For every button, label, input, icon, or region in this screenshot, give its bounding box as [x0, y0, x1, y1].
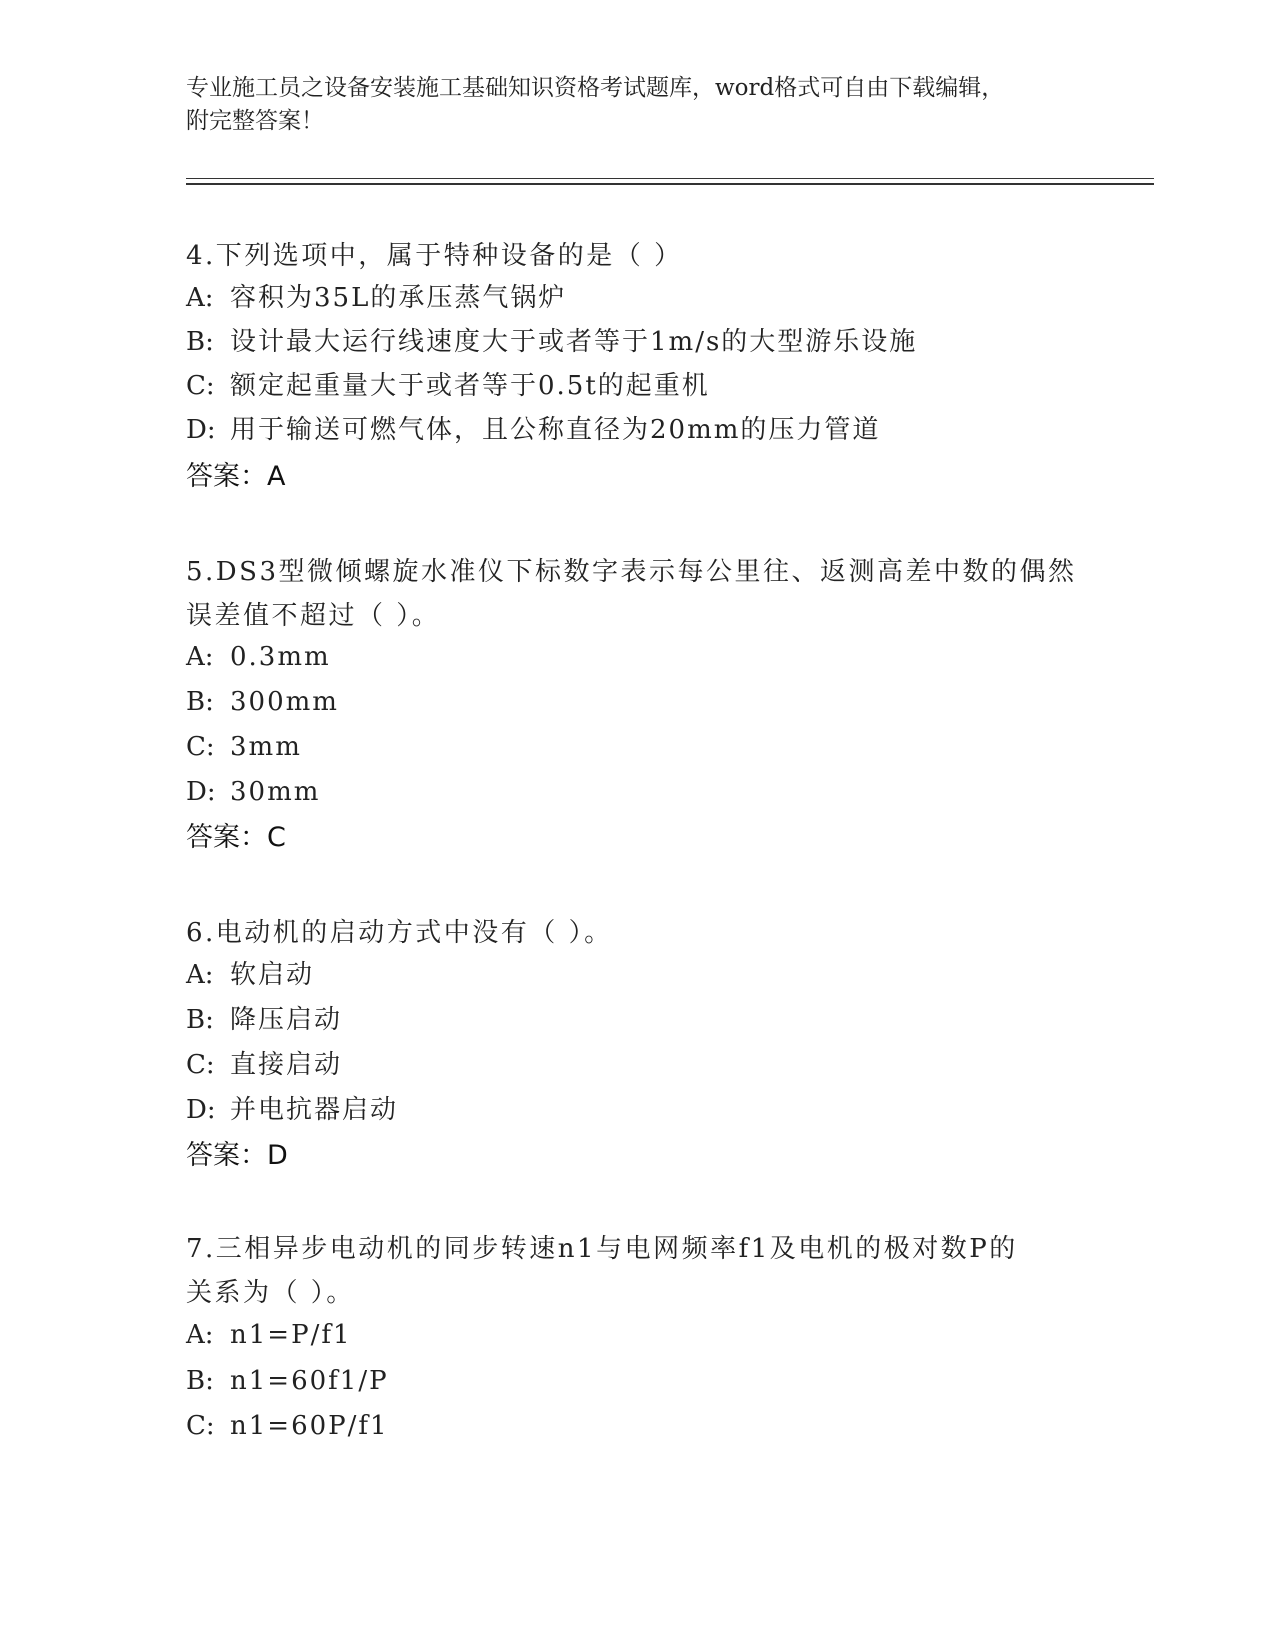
option-label: B: [186, 327, 214, 357]
question-4-option-b [186, 325, 917, 359]
question-6-answer: 答案：D [186, 1140, 288, 1171]
question-5-stem-line-2: 误差值不超过（ ）。 [186, 601, 441, 631]
question-7-option-c [186, 1409, 389, 1443]
header-line-1: 专业施工员之设备安装施工基础知识资格考试题库，word格式可自由下载编辑， [186, 75, 1005, 101]
option-text: 直接启动 [230, 1050, 343, 1080]
question-6-option-c [186, 1048, 342, 1082]
question-4-option-d [186, 413, 880, 447]
option-label: A: [186, 642, 214, 672]
option-text: 300mm [230, 687, 339, 717]
option-text: 3mm [230, 732, 302, 762]
option-text: 并电抗器启动 [230, 1095, 399, 1125]
option-label: A: [186, 283, 214, 313]
question-6-option-a [186, 958, 314, 992]
option-label: A: [186, 960, 214, 990]
question-4-option-c [186, 369, 710, 403]
option-label: C: [186, 732, 215, 762]
question-6-stem: 6.电动机的启动方式中没有（ ）。 [186, 918, 613, 948]
option-label: D: [186, 1095, 216, 1125]
option-text: 降压启动 [230, 1005, 343, 1035]
question-6-option-b [186, 1003, 342, 1037]
question-4-option-a [186, 281, 566, 315]
question-7-stem-line-2: 关系为（ ）。 [186, 1278, 355, 1308]
question-7-option-b [186, 1364, 389, 1398]
question-5-stem-line-1: 5.DS3型微倾螺旋水准仪下标数字表示每公里往、返测高差中数的偶然 [186, 557, 1077, 587]
question-5-option-b [186, 685, 339, 719]
question-5-option-a [186, 640, 331, 674]
option-label: C: [186, 1050, 215, 1080]
option-text: n1=60P/f1 [230, 1411, 389, 1441]
option-text: 用于输送可燃气体，且公称直径为20mm的压力管道 [230, 415, 881, 445]
question-7-stem-line-1: 7.三相异步电动机的同步转速n1与电网频率f1及电机的极对数P的 [186, 1234, 1018, 1264]
option-text: n1=P/f1 [230, 1320, 352, 1350]
option-text: 0.3mm [230, 642, 331, 672]
option-text: 容积为35L的承压蒸气锅炉 [230, 283, 567, 313]
option-label: A: [186, 1320, 214, 1350]
question-4-answer: 答案：A [186, 461, 286, 492]
option-text: 额定起重量大于或者等于0.5t的起重机 [230, 371, 710, 401]
question-5-option-c [186, 730, 302, 764]
document-header [186, 72, 1086, 138]
option-label: C: [186, 371, 215, 401]
option-label: D: [186, 777, 216, 807]
option-label: B: [186, 687, 214, 717]
question-7-option-a [186, 1318, 352, 1352]
option-label: B: [186, 1366, 214, 1396]
option-text: 软启动 [230, 960, 315, 990]
option-text: 设计最大运行线速度大于或者等于1m/s的大型游乐设施 [230, 327, 918, 357]
option-label: D: [186, 415, 216, 445]
header-divider-thick [186, 183, 1154, 185]
question-4-stem: 4.下列选项中，属于特种设备的是（ ） [186, 241, 683, 271]
option-text: n1=60f1/P [230, 1366, 389, 1396]
question-5-answer: 答案：C [186, 822, 286, 853]
option-label: B: [186, 1005, 214, 1035]
header-line-2: 附完整答案！ [186, 108, 324, 134]
question-5-option-d [186, 775, 320, 809]
header-divider-thin [186, 178, 1154, 179]
question-6-option-d [186, 1093, 398, 1127]
option-text: 30mm [230, 777, 321, 807]
option-label: C: [186, 1411, 215, 1441]
